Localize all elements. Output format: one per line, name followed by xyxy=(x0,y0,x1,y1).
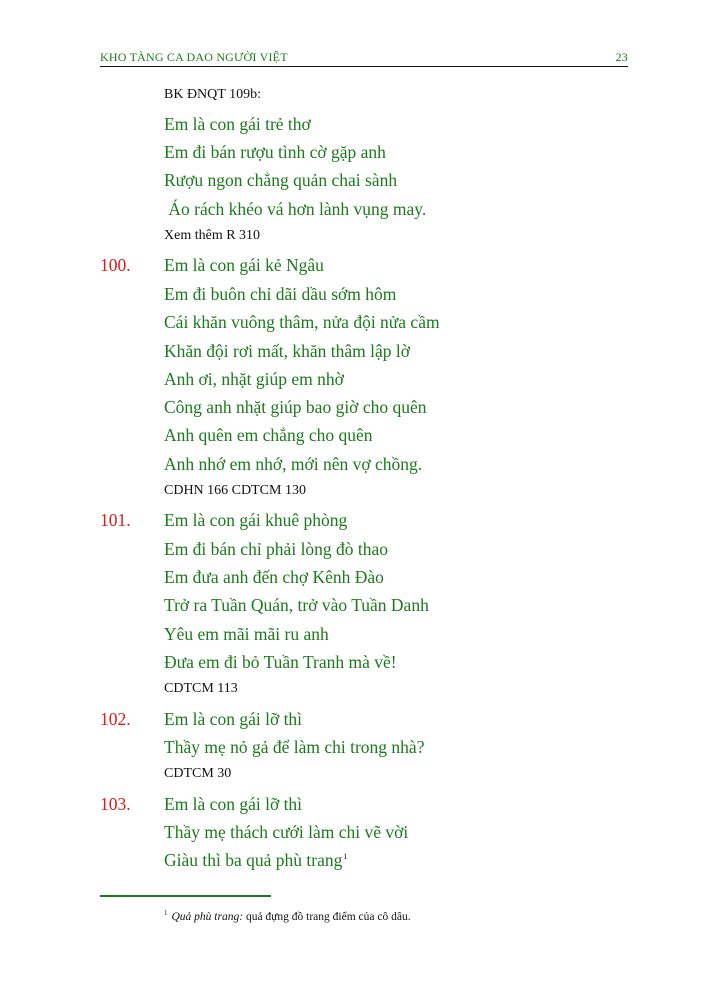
verse-line: Anh ơi, nhặt giúp em nhờ xyxy=(164,369,344,389)
verse-line: Áo rách khéo vá hơn lành vụng may. xyxy=(164,199,427,219)
verse-line: Đưa em đi bỏ Tuần Tranh mà về! xyxy=(164,652,397,672)
verse-line-with-footnote xyxy=(164,850,347,871)
source-reference: CDTCM 113 xyxy=(164,681,238,696)
verse-line: Em đưa anh đến chợ Kênh Đào xyxy=(164,567,384,587)
verse-line: Yêu em mãi mãi ru anh xyxy=(164,624,329,644)
verse-line: Rượu ngon chẳng quản chai sành xyxy=(164,170,398,190)
see-also-reference: Xem thêm R 310 xyxy=(164,228,261,243)
entry-number: 102. xyxy=(100,709,131,729)
source-reference: CDTCM 30 xyxy=(164,766,232,781)
running-header xyxy=(100,50,628,67)
verse-line: Thầy mẹ nỏ gả để làm chi trong nhà? xyxy=(164,737,425,757)
footnote-divider xyxy=(100,895,271,897)
verse-line: Em đi bán rượu tình cờ gặp anh xyxy=(164,142,386,162)
verse-line: Em là con gái lỡ thì xyxy=(164,794,303,814)
entry-number: 101. xyxy=(100,510,131,530)
verse-line: Em là con gái trẻ thơ xyxy=(164,114,311,134)
verse-line: Em là con gái lỡ thì xyxy=(164,709,303,729)
entry-number: 100. xyxy=(100,255,131,275)
footnote-number: 1 xyxy=(164,909,168,917)
entry-number: 103. xyxy=(100,794,131,814)
page-number: 23 xyxy=(615,50,628,64)
source-reference: CDHN 166 CDTCM 130 xyxy=(164,483,306,498)
verse-line: Trở ra Tuần Quán, trở vào Tuần Danh xyxy=(164,595,429,615)
footnote xyxy=(164,909,411,923)
source-reference: BK ĐNQT 109b: xyxy=(164,87,261,102)
verse-line: Anh nhớ em nhớ, mới nên vợ chồng. xyxy=(164,454,423,474)
footnote-text: quả đựng đồ trang điểm của cô dâu. xyxy=(243,910,411,923)
verse-line: Anh quên em chẳng cho quên xyxy=(164,425,373,445)
verse-line: Em là con gái kẻ Ngâu xyxy=(164,255,324,275)
footnote-marker[interactable]: 1 xyxy=(343,852,348,862)
verse-line: Khăn đội rơi mất, khăn thâm lập lờ xyxy=(164,341,410,361)
verse-line: Thầy mẹ thách cưới làm chi vẽ vời xyxy=(164,822,409,842)
verse-line: Em đi bán chỉ phải lòng đò thao xyxy=(164,539,389,559)
verse-text: Giàu thì ba quả phù trang xyxy=(164,850,343,870)
book-title: KHO TÀNG CA DAO NGƯỜI VIỆT xyxy=(100,50,288,64)
verse-line: Em là con gái khuê phòng xyxy=(164,510,348,530)
verse-line: Cái khăn vuông thâm, nửa đội nửa cầm xyxy=(164,312,440,332)
verse-line: Công anh nhặt giúp bao giờ cho quên xyxy=(164,397,427,417)
footnote-term: Quả phù trang: xyxy=(171,910,244,923)
verse-line: Em đi buôn chỉ dãi dầu sớm hôm xyxy=(164,284,397,304)
